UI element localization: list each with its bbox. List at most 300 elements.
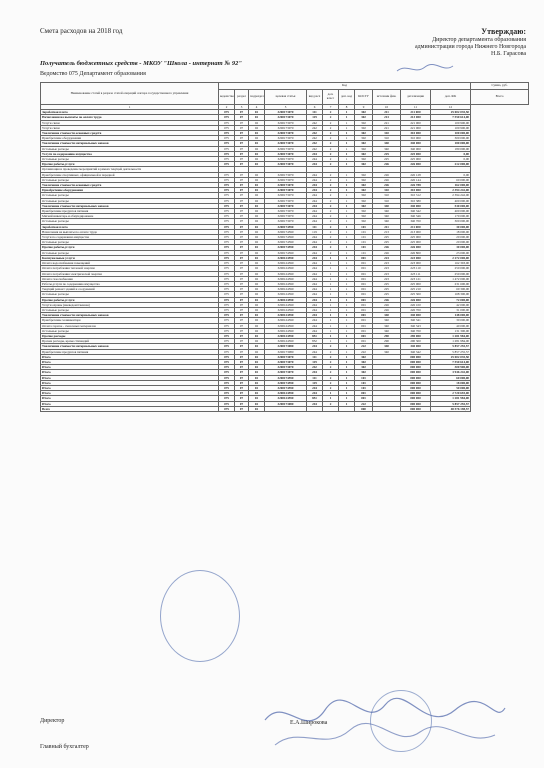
row-code: 02 [249, 385, 265, 390]
row-code: 3200174590 [265, 375, 307, 380]
row-name: Приобретение спортивных, официальной и парадной [41, 172, 219, 177]
row-code: 3200124590 [265, 323, 307, 328]
row-code: 075 [219, 396, 235, 401]
row-code: 1 [339, 297, 355, 302]
row-code: 3200124590 [265, 396, 307, 401]
row-code: 3200173070 [265, 209, 307, 214]
row-code: 02 [249, 339, 265, 344]
row-code: 075 [219, 131, 235, 136]
row-code: 3200173070 [265, 370, 307, 375]
row-name: Итого [41, 380, 219, 385]
row-sum: 100 900,00 [431, 120, 471, 125]
row-code: 07 [235, 359, 249, 364]
row-sum: 250 000,00 [431, 266, 471, 271]
row-code: 244 [307, 297, 323, 302]
row-code: 222 [355, 344, 373, 349]
row-code: 1 [323, 297, 339, 302]
row-code: 07 [235, 255, 249, 260]
row-code: 07 [235, 235, 249, 240]
row-code: 1 [339, 120, 355, 125]
row-code: 223 [373, 255, 401, 260]
row-code: 001 [355, 313, 373, 318]
row-name: Остальные расходы [41, 177, 219, 182]
row-code: 3200173070 [265, 177, 307, 182]
row-code: 226 [373, 302, 401, 307]
row-code: 02 [249, 313, 265, 318]
row-code: 075 [219, 307, 235, 312]
row-code: 2 [323, 151, 339, 156]
row-code: 3200173070 [265, 365, 307, 370]
row-code: 1 [339, 323, 355, 328]
row-name: Итого [41, 365, 219, 370]
row-code: 07 [235, 146, 249, 151]
row-code: 2 [323, 131, 339, 136]
row-code: 02 [249, 235, 265, 240]
row-code: 07 [235, 115, 249, 120]
row-name: Итого [41, 359, 219, 364]
row-code: 101 [355, 224, 373, 229]
row-code: 02 [249, 292, 265, 297]
row-code: 3200174590 [265, 240, 307, 245]
row-code: 851 [307, 396, 323, 401]
row-code: 02 [249, 349, 265, 354]
row-code: 2 [323, 177, 339, 182]
total-row [41, 406, 529, 411]
row-code: 07 [235, 209, 249, 214]
row-code: 244 [307, 391, 323, 396]
row-code: 3200173070 [265, 193, 307, 198]
row-code: 101 [355, 229, 373, 234]
row-code: 1 [323, 328, 339, 333]
row-code: 1 [339, 328, 355, 333]
row-sum: 3 946 242,00 [431, 370, 471, 375]
row-name: Заработная плата [41, 110, 219, 115]
row-code: 07 [235, 375, 249, 380]
row-code: 2 [323, 120, 339, 125]
row-code: 02 [249, 271, 265, 276]
row-code: 075 [219, 385, 235, 390]
row-code: 2 [323, 141, 339, 146]
row-code: 1 [339, 245, 355, 250]
row-sum: 300 900,00 [431, 365, 471, 370]
row-sum: 400 000,00 [431, 209, 471, 214]
row-code: 302 [355, 125, 373, 130]
row-code: 02 [249, 240, 265, 245]
row-sum: 18 000,00 [431, 229, 471, 234]
row-code: 302 [355, 203, 373, 208]
column-number: 1 [41, 105, 219, 110]
row-code: 075 [219, 115, 235, 120]
row-code: 1 [339, 214, 355, 219]
row-code: 07 [235, 287, 249, 292]
row-code: 101 [355, 380, 373, 385]
row-code: 1 [323, 307, 339, 312]
row-code: 1 [339, 344, 355, 349]
row-code: 244 [307, 401, 323, 406]
row-code: 1 [339, 271, 355, 276]
row-code: 075 [219, 261, 235, 266]
row-code: 1 [339, 281, 355, 286]
row-code: 302 [355, 120, 373, 125]
row-code: 1 [339, 162, 355, 167]
row-code: 1 [339, 385, 355, 390]
column-number: 9 [355, 105, 373, 110]
row-code: 02 [249, 115, 265, 120]
row-code [307, 406, 323, 411]
row-code: 07 [235, 349, 249, 354]
row-code: 02 [249, 136, 265, 141]
row-code: 02 [249, 391, 265, 396]
row-name: Итого [41, 385, 219, 390]
row-code: 2 [323, 235, 339, 240]
row-code: 302 [355, 146, 373, 151]
row-code: 226 [373, 245, 401, 250]
row-name: Всего [41, 406, 219, 411]
row-name: Итого [41, 401, 219, 406]
row-code: 001 [355, 297, 373, 302]
row-name: Прочие расходы [41, 333, 219, 338]
row-code: 075 [219, 391, 235, 396]
column-number: 6 [307, 105, 323, 110]
row-sum: 60 000,00 [431, 177, 471, 182]
row-sum: 50 000,00 [431, 385, 471, 390]
row-code: 3200124590 [265, 297, 307, 302]
row-code: 242 [307, 120, 323, 125]
row-code: 3200173070 [265, 125, 307, 130]
row-code: 1 [339, 177, 355, 182]
row-code: 340 [373, 344, 401, 349]
row-code: 1 [339, 287, 355, 292]
row-sum: 180 000,00 [431, 146, 471, 151]
row-code: 075 [219, 110, 235, 115]
row-code: 075 [219, 214, 235, 219]
row-code: 340 [373, 146, 401, 151]
row-code: 2 [323, 224, 339, 229]
row-code: 02 [249, 146, 265, 151]
row-code: 310 [373, 188, 401, 193]
row-code: 226 [373, 162, 401, 167]
row-code: 075 [219, 401, 235, 406]
header-code-2: раздел [235, 90, 249, 105]
row-code: 302 [355, 110, 373, 115]
row-code: 1 [323, 333, 339, 338]
row-code: 244 [307, 177, 323, 182]
row-code: 226 788 [401, 183, 431, 188]
row-code: 075 [219, 198, 235, 203]
row-code: 213 000 [401, 115, 431, 120]
row-code: 340 [373, 214, 401, 219]
row-name: Услуги связи [41, 125, 219, 130]
row-code: 111 [307, 224, 323, 229]
row-code: 075 [219, 297, 235, 302]
row-code: 2 [323, 157, 339, 162]
document-title: Смета расходов на 2018 год [40, 27, 123, 35]
row-code: 3200124590 [265, 271, 307, 276]
row-code: 244 [307, 328, 323, 333]
row-code: 226 000 [401, 297, 431, 302]
row-sum: 530 000,00 [431, 203, 471, 208]
row-code: 02 [249, 141, 265, 146]
approval-line: Н.Б. Гарасова [490, 51, 526, 57]
row-name: Прочие работы,услуги [41, 162, 219, 167]
row-sum: 20 000,00 [431, 240, 471, 245]
row-code: 244 [307, 271, 323, 276]
row-code: 211 [373, 110, 401, 115]
row-code: 001 [355, 318, 373, 323]
row-code: 1 [339, 198, 355, 203]
row-sum: 60 300,00 [431, 287, 471, 292]
row-code: 244 [307, 292, 323, 297]
row-code: 3200173070 [265, 188, 307, 193]
row-code: 02 [249, 245, 265, 250]
row-name: Прочие работы,услуги [41, 297, 219, 302]
row-code: 340 342 [401, 209, 431, 214]
row-code: 3200124590 [265, 328, 307, 333]
row-code: 07 [235, 203, 249, 208]
row-code: 075 [219, 339, 235, 344]
row-code: 001 [355, 333, 373, 338]
row-name: Текущий ремонт зданий и сооружений [41, 287, 219, 292]
row-code: 310 [373, 198, 401, 203]
row-code: 242 [307, 365, 323, 370]
row-code: 07 [235, 307, 249, 312]
row-code: 221 000 [401, 120, 431, 125]
row-code: 075 [219, 292, 235, 297]
budget-table [40, 82, 528, 412]
row-code: 1 [339, 115, 355, 120]
approval-block [386, 28, 526, 58]
row-code: 2 [323, 401, 339, 406]
row-code: 302 [355, 209, 373, 214]
row-code: 3200173070 [265, 219, 307, 224]
row-code: 07 [235, 313, 249, 318]
row-code: 1 [323, 266, 339, 271]
row-code: 3200173070 [265, 354, 307, 359]
row-name: Увеличение стоимости основных средств [41, 183, 219, 188]
row-code: 3200173070 [265, 214, 307, 219]
row-code: 075 [219, 359, 235, 364]
row-code: 075 [219, 406, 235, 411]
row-code: 302 [355, 370, 373, 375]
row-code: 02 [249, 344, 265, 349]
row-code: 02 [249, 151, 265, 156]
row-code: 075 [219, 209, 235, 214]
row-name: Остальные расходы [41, 198, 219, 203]
row-sum: 20 000,00 [431, 235, 471, 240]
row-code: 340 [373, 141, 401, 146]
row-code: 075 [219, 255, 235, 260]
row-code: 1 [339, 151, 355, 156]
row-code: 310 380 [401, 198, 431, 203]
row-code: 1 [339, 261, 355, 266]
row-code: 000 000 [401, 385, 431, 390]
row-code: 07 [235, 333, 249, 338]
row-name: Организация и проведение мероприятий в рамках текущей деятельности [41, 167, 219, 172]
row-code: 075 [219, 183, 235, 188]
row-code: 07 [235, 120, 249, 125]
row-code: 244 [307, 307, 323, 312]
row-code: 07 [235, 365, 249, 370]
row-code: 07 [235, 157, 249, 162]
row-code: 07 [235, 391, 249, 396]
row-code: 07 [235, 193, 249, 198]
row-code: 075 [219, 224, 235, 229]
row-code: 340 [373, 349, 401, 354]
row-code: 3200173070 [265, 120, 307, 125]
row-sum: 5 857 255,57 [431, 401, 471, 406]
row-sum: 30 000,00 [431, 318, 471, 323]
row-sum: 1 472 000,00 [431, 276, 471, 281]
row-code: 1 [339, 250, 355, 255]
row-code: 225 000 [401, 157, 431, 162]
row-code: 226 000 [401, 245, 431, 250]
row-code: 07 [235, 370, 249, 375]
row-code: 3200173070 [265, 146, 307, 151]
row-code: 1 [339, 266, 355, 271]
row-code: 340 [373, 209, 401, 214]
row-code: 310 000 [401, 131, 431, 136]
row-sum: 231 600,00 [431, 281, 471, 286]
row-code: 1 [323, 255, 339, 260]
row-code: 1 [339, 370, 355, 375]
row-code: 1 [339, 110, 355, 115]
header-code-5: вид расх [307, 90, 323, 105]
row-code: 1 [339, 209, 355, 214]
row-code: 02 [249, 401, 265, 406]
row-sum: 300 000,00 [431, 219, 471, 224]
row-code: 111 [307, 354, 323, 359]
row-code: 290 [373, 339, 401, 344]
row-code: 07 [235, 172, 249, 177]
row-code: 223 [373, 271, 401, 276]
row-code: 075 [219, 370, 235, 375]
row-code: 221 [373, 120, 401, 125]
row-code: 075 [219, 151, 235, 156]
row-code: 02 [249, 157, 265, 162]
row-name: Приобретение хозинвентаря [41, 318, 219, 323]
row-code: 242 [307, 141, 323, 146]
row-code: 1 [339, 146, 355, 151]
row-code: 07 [235, 240, 249, 245]
row-code: 001 [355, 266, 373, 271]
row-code: 07 [235, 125, 249, 130]
row-sum: 400 000,00 [431, 198, 471, 203]
row-code: 07 [235, 214, 249, 219]
row-name: Остальные расходы [41, 219, 219, 224]
row-sum: 48 576 198,57 [431, 406, 471, 411]
row-code: 2 [323, 380, 339, 385]
row-code [339, 406, 355, 411]
row-sum: 100 000,00 [431, 131, 471, 136]
row-code: 001 [355, 255, 373, 260]
row-name: Увеличение стоимости материальных запасов [41, 313, 219, 318]
row-code: 02 [249, 198, 265, 203]
row-code: 310 [373, 131, 401, 136]
row-code: 244 [307, 250, 323, 255]
row-name: Остальные расходы [41, 307, 219, 312]
row-code: 225 [373, 287, 401, 292]
row-code: 02 [249, 120, 265, 125]
row-code: 02 [249, 370, 265, 375]
row-name: Приобретение продуктов питания [41, 349, 219, 354]
row-code: 075 [219, 245, 235, 250]
row-code: 213 000 [401, 229, 431, 234]
row-code: 213 [373, 229, 401, 234]
row-name: Увеличение стоимости материальных запасов [41, 203, 219, 208]
row-code: 223 110 [401, 266, 431, 271]
row-code: 02 [249, 281, 265, 286]
row-name: Приобретение продуктов питания [41, 209, 219, 214]
row-code: 302 [355, 193, 373, 198]
row-code: 075 [219, 365, 235, 370]
header-name: Наименование статей в разрезе статей операций сектора государственного управления [41, 83, 219, 105]
row-code: 3200173070 [265, 141, 307, 146]
row-code: 2 [323, 203, 339, 208]
row-code: 3200173080 [265, 401, 307, 406]
row-code: 02 [249, 307, 265, 312]
row-code: 1 [323, 281, 339, 286]
row-code: 1 [323, 302, 339, 307]
row-code: 3200173080 [265, 344, 307, 349]
row-code: 075 [219, 344, 235, 349]
row-code: 225 [373, 240, 401, 245]
row-code: 244 [307, 235, 323, 240]
row-code: 244 [307, 313, 323, 318]
row-sum: 42 000,00 [431, 302, 471, 307]
row-code: 244 [307, 266, 323, 271]
row-name: Остальные расходы [41, 250, 219, 255]
row-code: 075 [219, 177, 235, 182]
row-code: 302 [355, 141, 373, 146]
row-code: 02 [249, 359, 265, 364]
row-code: 226 [373, 177, 401, 182]
row-code: 1 [323, 391, 339, 396]
row-code: 226 [373, 172, 401, 177]
row-code: 07 [235, 151, 249, 156]
column-number: 2 [219, 105, 235, 110]
row-code: 3200174590 [265, 380, 307, 385]
row-code: 3200173070 [265, 110, 307, 115]
row-code: 3200173070 [265, 131, 307, 136]
row-code: 02 [249, 354, 265, 359]
row-code: 222 [355, 349, 373, 354]
row-code: 340 000 [401, 203, 431, 208]
row-code: 075 [219, 276, 235, 281]
row-code: 3200173070 [265, 198, 307, 203]
row-code: 075 [219, 349, 235, 354]
row-name: Мягкий инвентарь и обмундирование [41, 214, 219, 219]
row-code: 3200124590 [265, 302, 307, 307]
row-code: 1 [339, 365, 355, 370]
row-code: 001 [355, 287, 373, 292]
row-code: 119 [307, 380, 323, 385]
header-sum: Всего [471, 90, 529, 105]
row-code: 02 [249, 188, 265, 193]
row-code: 07 [235, 297, 249, 302]
row-code: 1 [339, 229, 355, 234]
row-code: 223 111 [401, 271, 431, 276]
row-code: 075 [219, 120, 235, 125]
row-code: 244 [307, 323, 323, 328]
row-code: 1 [339, 401, 355, 406]
row-code: 02 [249, 177, 265, 182]
row-code: 3200124590 [265, 391, 307, 396]
row-code: 02 [249, 380, 265, 385]
row-name: Услуги по содержанию имущества [41, 151, 219, 156]
row-code: 101 [355, 235, 373, 240]
row-code: 310 000 [401, 136, 431, 141]
row-code: 07 [235, 110, 249, 115]
